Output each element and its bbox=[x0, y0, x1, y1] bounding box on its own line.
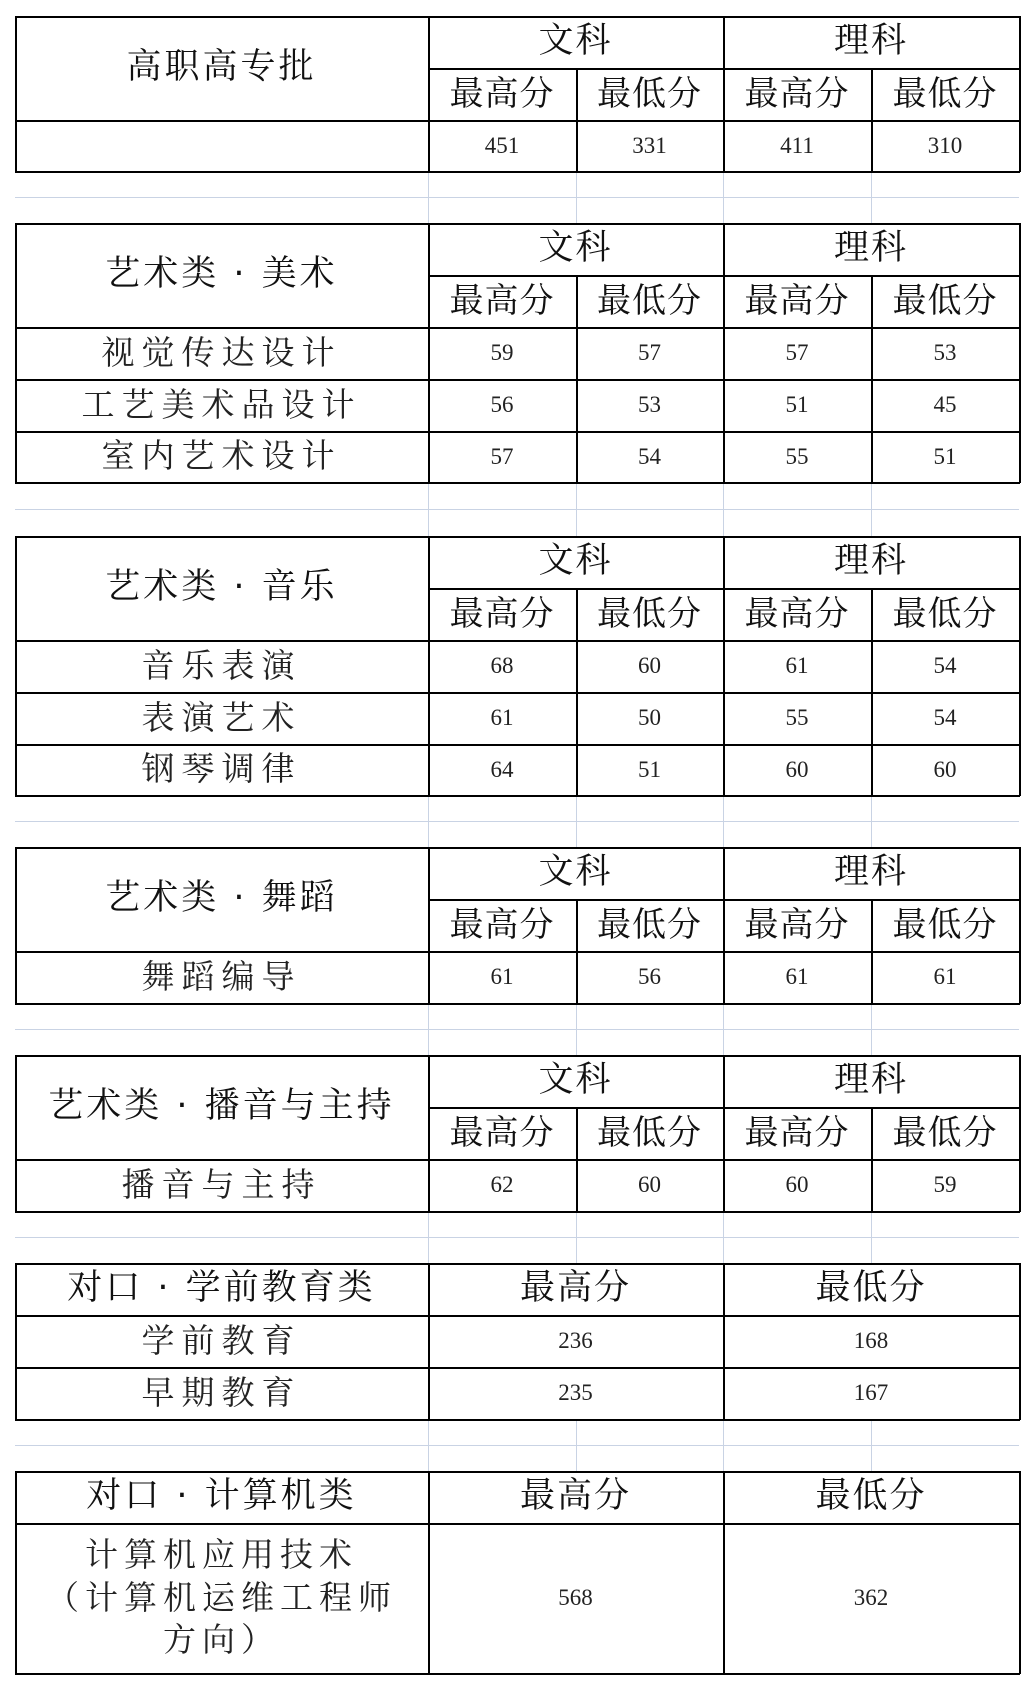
score-cell: 60 bbox=[638, 653, 661, 679]
row-label-line: （计算机运维工程师 bbox=[46, 1577, 397, 1617]
score-cell: 168 bbox=[853, 1328, 889, 1354]
score-cell: 61 bbox=[785, 653, 809, 679]
table-title: 艺术类 · 舞蹈 bbox=[105, 878, 338, 919]
score-cell: 61 bbox=[490, 964, 514, 990]
column-header: 最低分 bbox=[597, 904, 702, 945]
grid-line bbox=[15, 1237, 1019, 1238]
column-header: 最高分 bbox=[519, 1476, 631, 1517]
grid-line bbox=[871, 482, 872, 536]
group-header: 文科 bbox=[538, 21, 613, 62]
score-cell: 53 bbox=[933, 340, 957, 366]
score-cell: 235 bbox=[558, 1380, 593, 1406]
grid-line bbox=[1019, 1471, 1021, 1674]
score-cell: 54 bbox=[638, 443, 661, 469]
table-title: 艺术类 · 美术 bbox=[105, 254, 338, 295]
column-header: 最低分 bbox=[892, 593, 998, 634]
grid-line bbox=[576, 171, 577, 223]
column-header: 最高分 bbox=[744, 73, 850, 114]
grid-line bbox=[15, 1673, 1020, 1675]
column-header: 最高分 bbox=[744, 1112, 850, 1153]
row-label bbox=[15, 1523, 428, 1673]
grid-line bbox=[871, 1211, 872, 1263]
score-cell: 59 bbox=[490, 340, 514, 366]
score-cell: 57 bbox=[785, 340, 809, 366]
score-cell: 53 bbox=[638, 392, 661, 418]
grid-line bbox=[871, 171, 872, 223]
row-label-line: 方向） bbox=[163, 1620, 280, 1660]
score-cell: 60 bbox=[785, 756, 809, 782]
score-cell: 61 bbox=[933, 964, 957, 990]
group-header: 文科 bbox=[538, 228, 613, 269]
grid-line bbox=[15, 1445, 1019, 1446]
score-cell: 568 bbox=[558, 1585, 593, 1611]
score-cell: 51 bbox=[785, 392, 809, 418]
score-cell: 451 bbox=[484, 132, 520, 158]
column-header: 最低分 bbox=[597, 280, 702, 321]
grid-line bbox=[871, 795, 872, 847]
row-label: 表演艺术 bbox=[141, 697, 302, 737]
column-header: 最高分 bbox=[744, 593, 850, 634]
score-cell: 56 bbox=[638, 964, 661, 990]
column-header: 最高分 bbox=[449, 593, 555, 634]
grid-line bbox=[1019, 223, 1021, 483]
column-header: 最低分 bbox=[892, 73, 998, 114]
grid-line bbox=[428, 795, 429, 847]
group-header: 理科 bbox=[833, 852, 908, 893]
column-header: 最低分 bbox=[815, 1476, 927, 1517]
score-cell: 61 bbox=[490, 705, 514, 731]
score-cell: 310 bbox=[927, 132, 963, 158]
score-cell: 60 bbox=[785, 1172, 809, 1198]
grid-line bbox=[723, 482, 724, 536]
row-label: 早期教育 bbox=[141, 1372, 302, 1412]
column-header: 最高分 bbox=[744, 904, 850, 945]
column-header: 最高分 bbox=[744, 280, 850, 321]
grid-line bbox=[15, 197, 1019, 198]
score-cell: 55 bbox=[785, 443, 809, 469]
column-header: 最低分 bbox=[892, 904, 998, 945]
grid-line bbox=[428, 1003, 429, 1055]
grid-line bbox=[428, 171, 429, 223]
score-cell: 55 bbox=[785, 705, 809, 731]
group-header: 理科 bbox=[833, 1060, 908, 1101]
row-label: 舞蹈编导 bbox=[141, 956, 302, 996]
column-header: 最低分 bbox=[892, 1112, 998, 1153]
score-cell: 68 bbox=[490, 653, 514, 679]
score-cell: 45 bbox=[933, 392, 957, 418]
row-label: 视觉传达设计 bbox=[101, 332, 342, 372]
grid-line bbox=[723, 795, 724, 847]
grid-line bbox=[15, 171, 1020, 173]
grid-line bbox=[576, 482, 577, 536]
grid-line bbox=[1019, 16, 1021, 172]
grid-line bbox=[1019, 536, 1021, 796]
column-header: 最高分 bbox=[449, 904, 555, 945]
grid-line bbox=[723, 1211, 724, 1263]
grid-line bbox=[15, 1003, 1020, 1005]
column-header: 最高分 bbox=[449, 1112, 555, 1153]
grid-line bbox=[723, 1419, 724, 1471]
score-cell: 57 bbox=[638, 340, 661, 366]
column-header: 最低分 bbox=[597, 593, 702, 634]
column-header: 最高分 bbox=[449, 73, 555, 114]
grid-line bbox=[15, 1419, 1020, 1421]
score-cell: 59 bbox=[933, 1172, 957, 1198]
grid-line bbox=[15, 482, 1020, 484]
grid-line bbox=[576, 1419, 577, 1471]
table-title: 艺术类 · 播音与主持 bbox=[48, 1086, 395, 1127]
score-cell: 61 bbox=[785, 964, 809, 990]
score-cell: 64 bbox=[490, 756, 514, 782]
column-header: 最高分 bbox=[519, 1268, 631, 1309]
table-title: 对口 · 计算机类 bbox=[86, 1476, 357, 1517]
grid-line bbox=[15, 509, 1019, 510]
group-header: 理科 bbox=[833, 228, 908, 269]
row-label: 音乐表演 bbox=[141, 645, 302, 685]
group-header: 文科 bbox=[538, 1060, 613, 1101]
grid-line bbox=[723, 1003, 724, 1055]
score-cell: 60 bbox=[638, 1172, 661, 1198]
grid-line bbox=[15, 1029, 1019, 1030]
score-cell: 50 bbox=[638, 705, 661, 731]
column-header: 最低分 bbox=[597, 1112, 702, 1153]
score-cell: 411 bbox=[780, 132, 814, 158]
grid-line bbox=[576, 795, 577, 847]
row-label: 钢琴调律 bbox=[141, 749, 302, 789]
score-cell: 60 bbox=[933, 756, 957, 782]
grid-line bbox=[428, 482, 429, 536]
row-label: 室内艺术设计 bbox=[101, 436, 342, 476]
column-header: 最低分 bbox=[597, 73, 702, 114]
row-label: 播音与主持 bbox=[121, 1164, 322, 1204]
row-label-line: 计算机应用技术 bbox=[85, 1534, 358, 1574]
group-header: 文科 bbox=[538, 541, 613, 582]
grid-line bbox=[428, 1419, 429, 1471]
grid-line bbox=[1019, 1263, 1021, 1420]
score-cell: 167 bbox=[853, 1380, 889, 1406]
grid-line bbox=[1019, 847, 1021, 1004]
score-cell: 54 bbox=[933, 653, 957, 679]
score-cell: 54 bbox=[933, 705, 957, 731]
grid-line bbox=[15, 795, 1020, 797]
grid-line bbox=[15, 821, 1019, 822]
grid-line bbox=[428, 1211, 429, 1263]
table-title: 艺术类 · 音乐 bbox=[105, 567, 338, 608]
column-header: 最高分 bbox=[449, 280, 555, 321]
row-label: 工艺美术品设计 bbox=[81, 384, 362, 424]
group-header: 理科 bbox=[833, 541, 908, 582]
column-header: 最低分 bbox=[892, 280, 998, 321]
table-title: 对口 · 学前教育类 bbox=[67, 1268, 376, 1309]
grid-line bbox=[15, 1211, 1020, 1213]
group-header: 文科 bbox=[538, 852, 613, 893]
grid-line bbox=[576, 1003, 577, 1055]
grid-line bbox=[1019, 1055, 1021, 1212]
score-cell: 57 bbox=[490, 443, 514, 469]
column-header: 最低分 bbox=[815, 1268, 927, 1309]
grid-line bbox=[871, 1003, 872, 1055]
score-cell: 236 bbox=[558, 1328, 593, 1354]
row-label: 学前教育 bbox=[141, 1320, 302, 1360]
grid-line bbox=[576, 1211, 577, 1263]
score-cell: 56 bbox=[490, 392, 514, 418]
score-cell: 362 bbox=[853, 1585, 889, 1611]
score-cell: 51 bbox=[638, 756, 661, 782]
table-title: 高职高专批 bbox=[126, 47, 317, 88]
score-cell: 331 bbox=[632, 132, 667, 158]
group-header: 理科 bbox=[833, 21, 908, 62]
score-cell: 51 bbox=[933, 443, 957, 469]
score-cell: 62 bbox=[490, 1172, 514, 1198]
grid-line bbox=[723, 171, 724, 223]
grid-line bbox=[871, 1419, 872, 1471]
